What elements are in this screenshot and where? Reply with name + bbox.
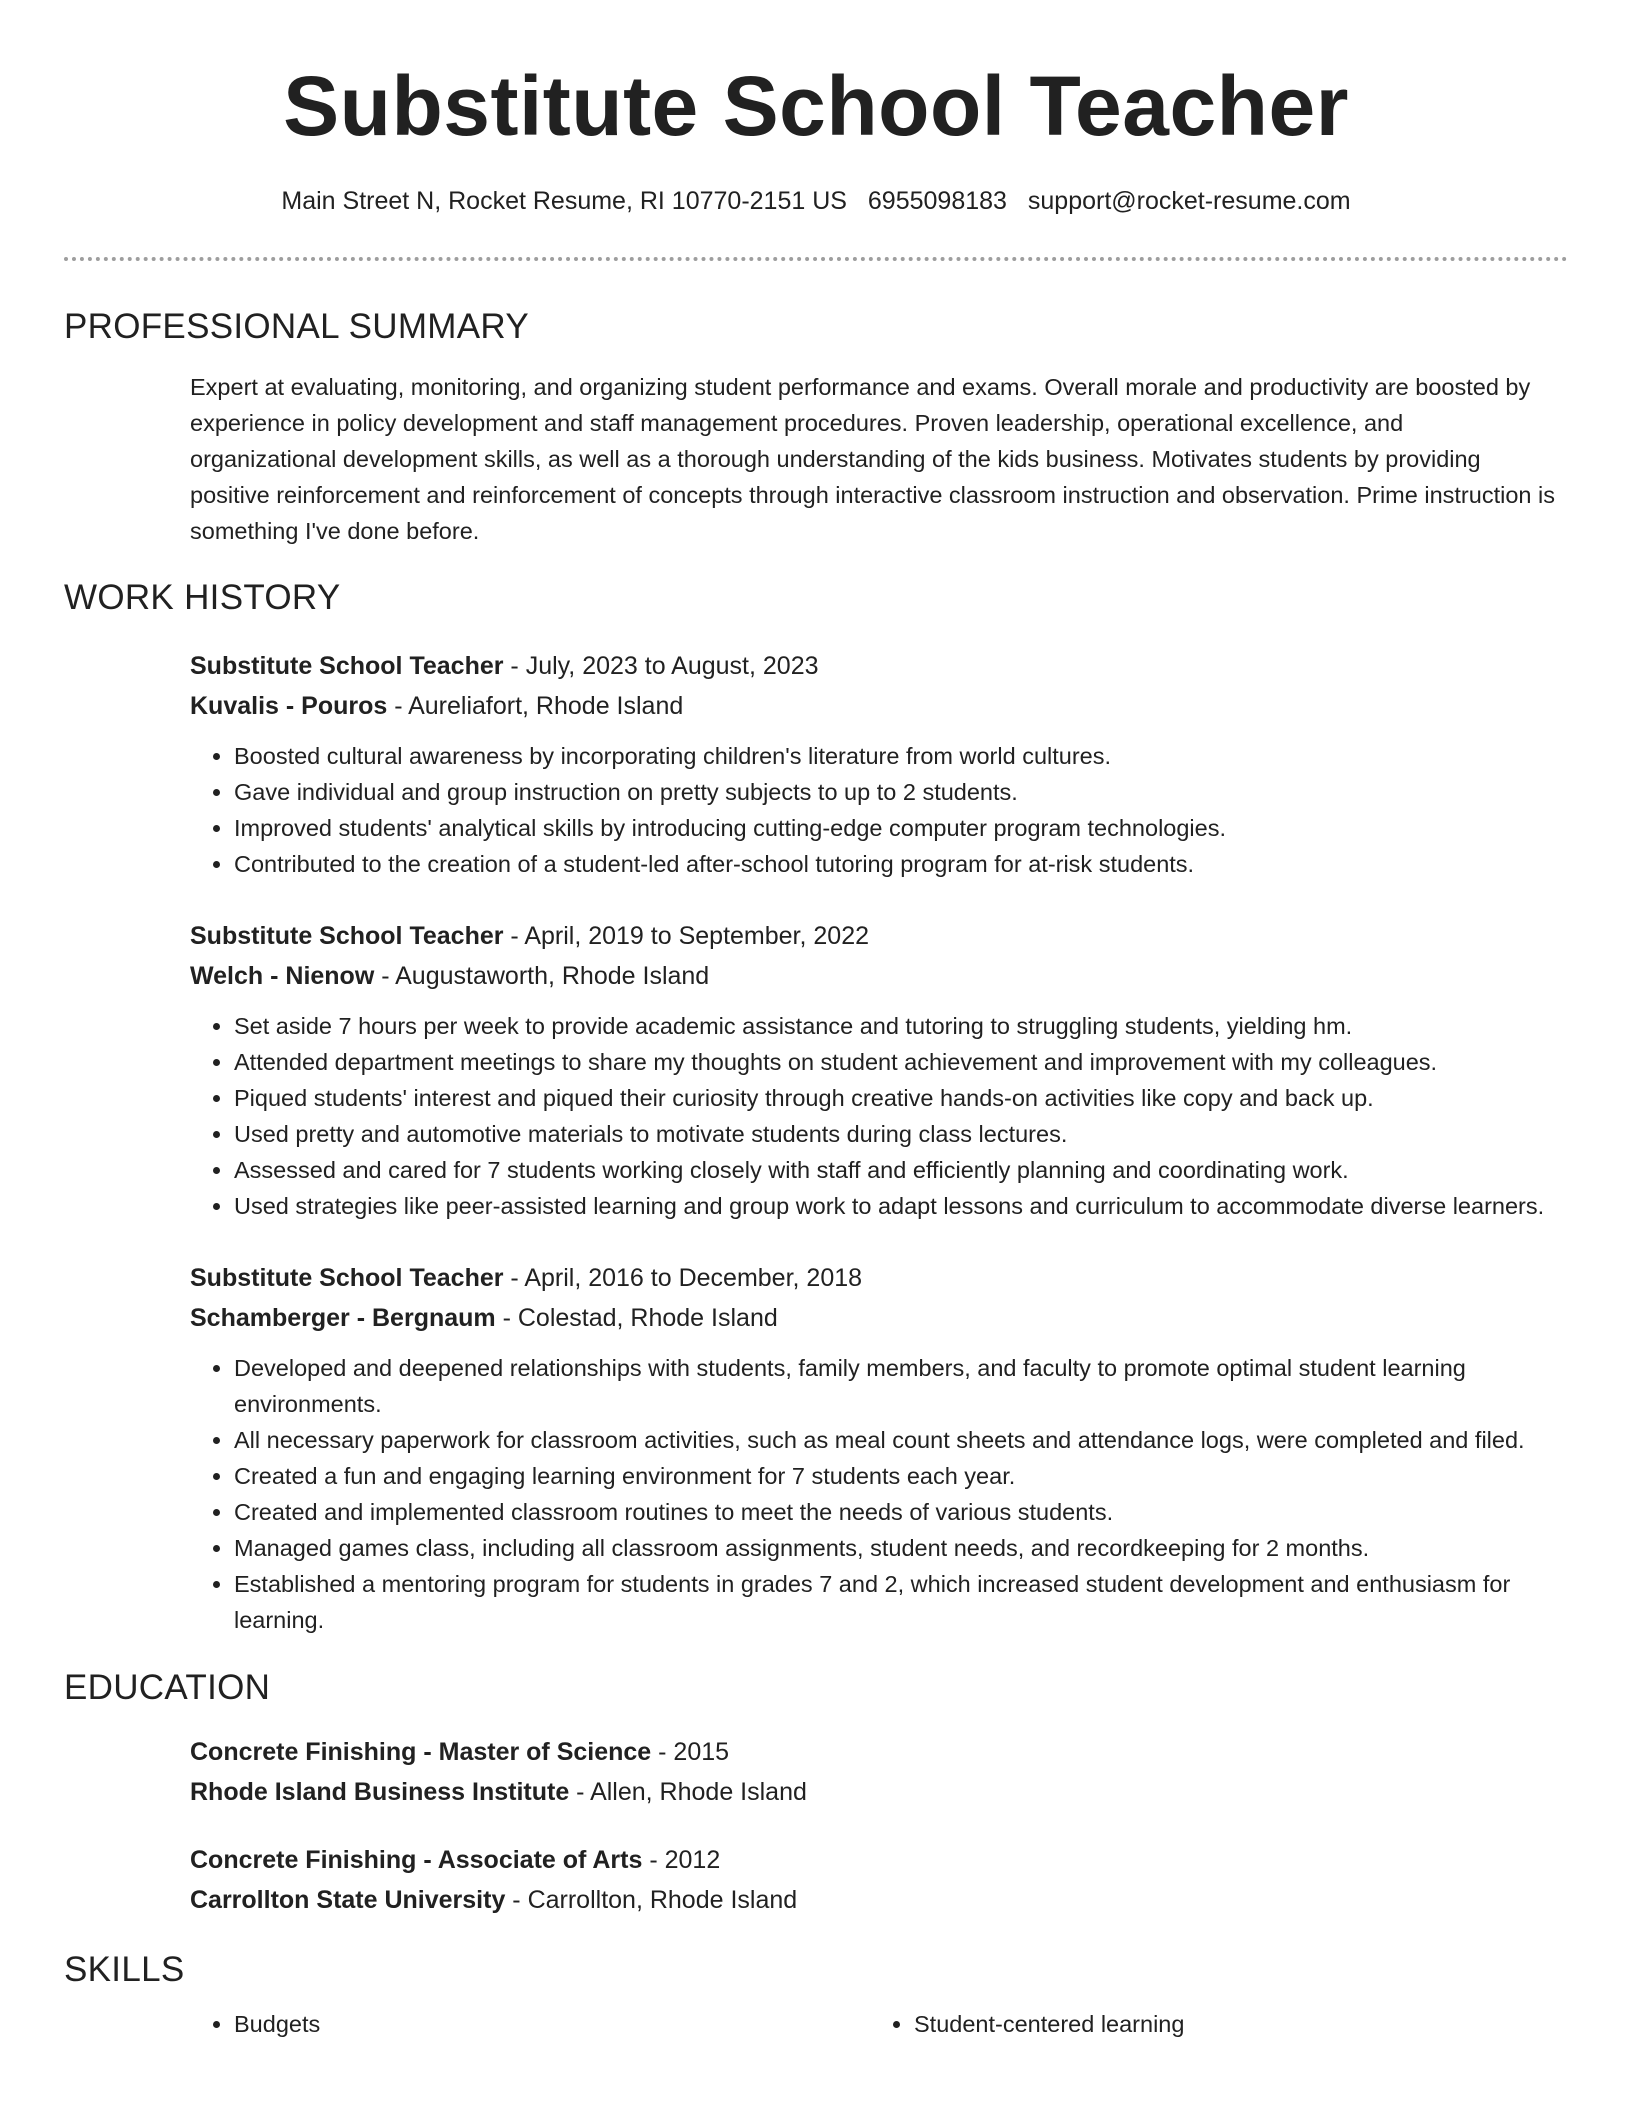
list-item: • Used strategies like peer-assisted learning and group work to adapt lessons and curriculum to accommodate diverse learners. [234, 1188, 1556, 1224]
list-item: • Managed games class, including all classroom assignments, student needs, and recordkeeping for 2 months. [234, 1530, 1556, 1566]
job-role: Substitute School Teacher [190, 922, 504, 950]
job-bullets [190, 738, 1556, 882]
list-item: • Contributed to the creation of a student-led after-school tutoring program for at-risk students. [234, 846, 1556, 882]
school-name: Carrollton State University [190, 1886, 506, 1914]
job-entry [190, 1258, 1556, 1638]
school-line [190, 1772, 1556, 1812]
list-item: • Assessed and cared for 7 students working closely with staff and efficiently planning and coordinating work. [234, 1152, 1556, 1188]
job-entry [190, 916, 1556, 1224]
summary-heading: PROFESSIONAL SUMMARY [64, 307, 529, 346]
contact-phone: 6955098183 [867, 187, 1007, 215]
contact-email: support@rocket-resume.com [1027, 187, 1351, 215]
contact-line [64, 184, 1568, 218]
job-dates: - April, 2019 to September, 2022 [503, 922, 869, 950]
resume-name: Substitute School Teacher [283, 59, 1349, 153]
job-company: Kuvalis - Pouros [190, 692, 388, 720]
job-role: Substitute School Teacher [190, 652, 504, 680]
degree-line [190, 1732, 1556, 1772]
job-location: - Augustaworth, Rhode Island [374, 962, 710, 990]
list-item: • Used pretty and automotive materials to motivate students during class lectures. [234, 1116, 1556, 1152]
list-item: • Piqued students' interest and piqued their curiosity through creative hands-on activities like copy and back up. [234, 1080, 1556, 1116]
list-item: • Attended department meetings to share my thoughts on student achievement and improvement with my colleagues. [234, 1044, 1556, 1080]
job-title-line [190, 916, 1556, 956]
job-bullets [190, 1350, 1556, 1638]
job-company-line [190, 686, 1556, 726]
list-item: • Gave individual and group instruction on pretty subjects to up to 2 students. [234, 774, 1556, 810]
list-item: • Boosted cultural awareness by incorporating children's literature from world cultures. [234, 738, 1556, 774]
work-history-heading: WORK HISTORY [64, 578, 341, 617]
school-location: - Allen, Rhode Island [569, 1778, 807, 1806]
education-entry [190, 1732, 1556, 1812]
school-name: Rhode Island Business Institute [190, 1778, 570, 1806]
skills-list [190, 2006, 1556, 2042]
degree-name: Concrete Finishing - Master of Science [190, 1738, 652, 1766]
job-location: - Colestad, Rhode Island [495, 1304, 778, 1332]
list-item: • Created a fun and engaging learning environment for 7 students each year. [234, 1458, 1556, 1494]
skill-item: • Student-centered learning [914, 2006, 1556, 2042]
job-company-line [190, 956, 1556, 996]
job-dates: - April, 2016 to December, 2018 [503, 1264, 863, 1292]
skill-item: • Budgets [234, 2006, 870, 2042]
education-heading: EDUCATION [64, 1668, 271, 1707]
list-item: • Set aside 7 hours per week to provide academic assistance and tutoring to struggling students, yielding hm. [234, 1008, 1556, 1044]
list-item: • Established a mentoring program for students in grades 7 and 2, which increased student development and enthusiasm for learning. [234, 1566, 1556, 1638]
degree-name: Concrete Finishing - Associate of Arts [190, 1846, 643, 1874]
job-title-line [190, 1258, 1556, 1298]
job-title-line [190, 646, 1556, 686]
list-item: • Improved students' analytical skills by introducing cutting-edge computer program technologies. [234, 810, 1556, 846]
degree-line [190, 1840, 1556, 1880]
job-company: Schamberger - Bergnaum [190, 1304, 496, 1332]
contact-address: Main Street N, Rocket Resume, RI 10770-2151 US [281, 187, 847, 215]
list-item: • Developed and deepened relationships with students, family members, and faculty to promote optimal student learning environments. [234, 1350, 1556, 1422]
job-role: Substitute School Teacher [190, 1264, 504, 1292]
skills-heading: SKILLS [64, 1950, 185, 1989]
school-location: - Carrollton, Rhode Island [505, 1886, 798, 1914]
header-divider [64, 257, 1568, 261]
school-line [190, 1880, 1556, 1920]
job-location: - Aureliafort, Rhode Island [387, 692, 684, 720]
list-item: • All necessary paperwork for classroom activities, such as meal count sheets and attendance logs, were completed and filed. [234, 1422, 1556, 1458]
job-dates: - July, 2023 to August, 2023 [503, 652, 819, 680]
skills-column-right [870, 2006, 1556, 2042]
job-entry [190, 646, 1556, 882]
degree-year: - 2012 [642, 1846, 721, 1874]
job-company: Welch - Nienow [190, 962, 375, 990]
degree-year: - 2015 [651, 1738, 730, 1766]
list-item: • Created and implemented classroom routines to meet the needs of various students. [234, 1494, 1556, 1530]
skills-column-left [190, 2006, 870, 2042]
summary-text: Expert at evaluating, monitoring, and organizing student performance and exams. Overall morale and productivity are boosted by experience in policy development and staff management procedures. Proven leadership, operational excellence, and organizational development skills, as well as a thorough understanding of the kids business. Motivates students by providing positive reinforcement and reinforcement of concepts through interactive classroom instruction and observation. Prime instruction is something I've done before. [190, 374, 1555, 544]
education-entry [190, 1840, 1556, 1920]
job-company-line [190, 1298, 1556, 1338]
job-bullets [190, 1008, 1556, 1224]
